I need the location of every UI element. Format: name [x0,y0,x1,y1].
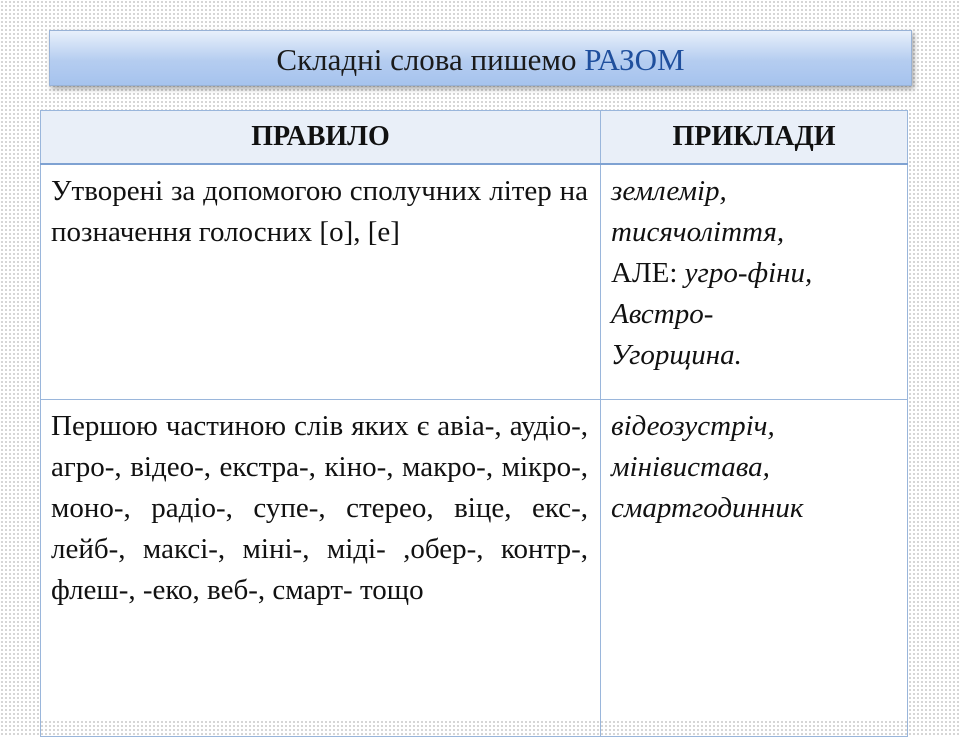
examples-cell [601,164,908,400]
exception-label: АЛЕ: [611,257,685,289]
example-word: смартгодинник [611,492,804,524]
rule-cell: Утворені за допомогою сполучних літер на позначення голосних [о], [е] [41,164,601,400]
rules-table [40,110,908,737]
example-word: угро-фіни, [684,257,813,289]
table-header-row [41,111,908,165]
examples-cell [601,400,908,737]
slide-title [49,30,912,86]
example-word: мінівистава, [611,451,770,483]
table-row [41,164,908,400]
header-examples: ПРИКЛАДИ [601,111,908,165]
example-word: відеозустріч, [611,410,775,442]
header-rule: ПРАВИЛО [41,111,601,165]
example-word: Австро- [611,298,714,330]
rules-table-container [40,110,907,720]
slide-title-text: Складні слова пишемо [276,42,585,77]
table-row [41,400,908,737]
example-word: Угорщина. [611,339,742,371]
slide-title-accent: РАЗОМ [584,42,685,77]
example-word: тисячоліття, [611,216,785,248]
rule-cell: Першою частиною слів яких є авіа-, аудіо-, агро-, відео-, екстра-, кіно-, макро-, мікро-, моно-, радіо-, супе-, стерео, віце, екс-, лейб-, максі-, міні-, міді- ,обер-, контр-, флеш-, -еко, веб-, смарт- тощо [41,400,601,737]
example-word: землемір, [611,175,727,207]
